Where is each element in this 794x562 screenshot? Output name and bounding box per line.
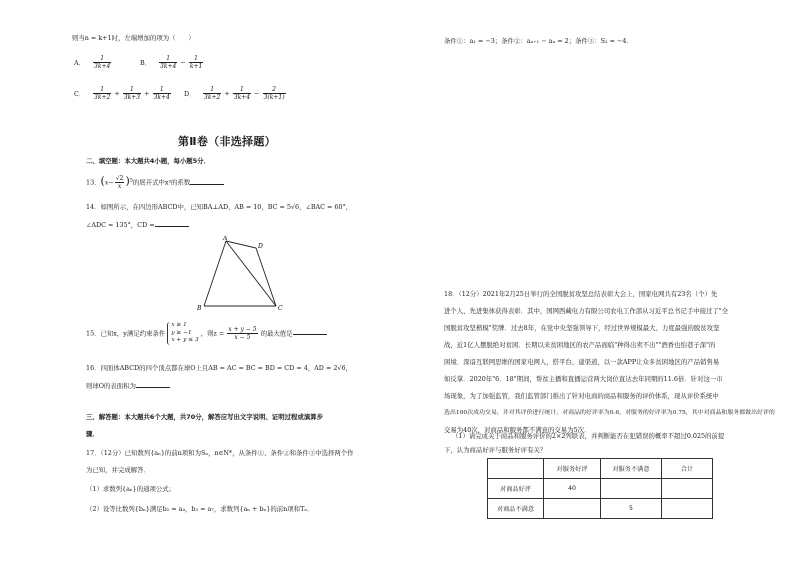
q17-line1: 17．（12分）已知数列{aₙ}的前n项和为Sₙ，n∈N*，从条件①、条件②和条件③中选择两个作 xyxy=(86,449,354,457)
table-cell: 对商品不满意 xyxy=(488,499,544,519)
q15-constraints: x ≥ 1 y ≥ −1 x + y ≤ 3 xyxy=(167,322,198,345)
label-d: D xyxy=(258,243,263,250)
q17-conditions: 条件①：a₁ = −3；条件②：aₙ₊₁ − aₙ = 2；条件③：S₂ = −4． xyxy=(444,37,633,45)
option-d-label: D． xyxy=(184,89,196,98)
q17-part1: （1）求数列{aₙ}的通项公式； xyxy=(86,485,176,493)
table-row xyxy=(488,499,713,519)
label-b: B xyxy=(197,305,202,312)
section2-heading: 二、填空题：本大题共4小题，每小题5分． xyxy=(86,157,210,165)
q18-line: 进个人、先进集体获得表彰．其中，国网西藏电力有限公司农电工作部从习近平总书记手中接过了"全 xyxy=(444,307,729,315)
option-a[interactable] xyxy=(74,55,112,70)
edge-ab xyxy=(204,241,226,306)
table-header-cell: 合计 xyxy=(662,459,713,479)
label-a: A xyxy=(223,236,228,242)
edge-ac xyxy=(226,241,276,306)
table-header-row xyxy=(488,459,713,479)
q15-answer-blank[interactable] xyxy=(293,328,327,335)
q18-line: 场现象，为了加强监管，我们监管部门推出了针对电商的商品和服务的评价体系，现从评价系统中 xyxy=(444,392,719,400)
q16-line2: 则球O的表面积为 xyxy=(86,381,170,390)
q14-line2: ∠ADC = 135°，CD = xyxy=(86,220,189,229)
option-a-frac: $\frac{1}{3k+4}$ xyxy=(94,55,111,70)
edge-dc xyxy=(256,248,276,306)
q18-line: 国脱贫攻坚楷模"奖牌．过去8年，在党中央坚强领导下，经过世界规模最大、力度最强的脱贫攻坚 xyxy=(444,324,720,332)
table-cell: 对商品好评 xyxy=(488,479,544,499)
q18-part1-line1: （1）请完成关于商品和服务评价的2×2列联表，并判断能否在犯错误的概率不超过0.025的前提 xyxy=(452,432,725,440)
q14-answer-blank[interactable] xyxy=(155,220,189,227)
volume-title: 第Ⅱ卷（非选择题） xyxy=(178,135,276,148)
q12-intro: 则当n = k+1时，左端增加的项为（ ） xyxy=(72,34,195,42)
option-b-label: B． xyxy=(140,58,152,67)
option-c[interactable]: C． $\frac{1}{3k+2}$ + $\frac{1}{3k+3}$ + $\frac{1}{3k+4}$ xyxy=(74,86,170,101)
q13-answer-blank[interactable] xyxy=(190,178,224,185)
q14-line1: 14．如图所示，在四边形ABCD中，已知BA⊥AD，AB = 10，BC = 5√6，∠BAC = 60°， xyxy=(86,203,353,211)
table-header-cell: 对服务好评 xyxy=(544,459,601,479)
section3-heading-line2: 骤． xyxy=(86,430,99,438)
q16-answer-blank[interactable] xyxy=(136,381,170,388)
q18-line: 如反掌．2020年"6．18"期间，帮贫主播和直播运营两大岗位直达去年同期的11.6倍．针对这一市 xyxy=(444,375,723,383)
table-cell: 40 xyxy=(544,479,601,499)
table-cell[interactable] xyxy=(601,479,662,499)
table-row xyxy=(488,479,713,499)
q18-line: 战，近1亿人摆脱绝对贫困．长期以来贫困地区的农产品面临"种得出卖不出""酒香也怕巷子深"的 xyxy=(444,341,716,349)
table-cell[interactable] xyxy=(662,499,713,519)
section3-heading-line1: 三、解答题：本大题共6个大题，共70分，解答应写出文字说明、证明过程或演算步 xyxy=(86,413,324,421)
table-cell: 5 xyxy=(601,499,662,519)
q15: 15．已知x，y满足约束条件 x ≥ 1 y ≥ −1 x + y ≤ 3 ，则z = $\frac{x + y - 5}{x - 5}$ 的最大值是 xyxy=(86,322,327,345)
q18-part1-line2: 下，认为商品好评与服务好评有关？ xyxy=(444,446,547,454)
q18-line: 困境．深谙互联网思维的国家电网人，搭平台、建渠道，以一款APP让众多贫困地区的产品销售易 xyxy=(444,358,720,366)
q18-line: 18．（12分）2021年2月25日举行的全国脱贫攻坚总结表彰大会上，国家电网共有23名（个）先 xyxy=(444,290,718,298)
table-header-cell: 对服务不满意 xyxy=(601,459,662,479)
table-header-cell xyxy=(488,459,544,479)
contingency-table xyxy=(487,458,713,519)
q17-line2: 为已知，并完成解答． xyxy=(86,466,150,474)
option-c-label: C． xyxy=(74,89,86,98)
q18-paragraph xyxy=(444,290,775,434)
option-a-label: A． xyxy=(74,58,86,67)
quadrilateral-figure xyxy=(196,236,286,316)
table-cell[interactable] xyxy=(662,479,713,499)
option-d[interactable]: D． $\frac{1}{3k+2}$ + $\frac{1}{3k+4}$ − $\frac{2}{3(k+1)}$ xyxy=(184,86,285,101)
option-b[interactable]: B． $\frac{1}{3k+4}$ − $\frac{1}{k+1}$ xyxy=(140,55,203,70)
table-cell[interactable] xyxy=(544,499,601,519)
q18-line: 选出100次成功交易，并对其评价进行统计，对商品的好评率为0.6，对服务的好评率为0.75，其中对商品和服务都做出好评的 xyxy=(444,409,775,416)
q18-line: 交易为40次，对商品和服务都不满意的交易为5次． xyxy=(444,426,591,434)
q13: 13．(x− $\frac{√2}{x}$ )$^5$的展开式中x³的系数 xyxy=(86,175,224,190)
q17-part2: （2）设等比数列{bₙ}满足b₂ = a₄，b₃ = a₇，求数列{aₙ + bₙ}的前n项和Tₙ． xyxy=(86,505,314,513)
q16-line1: 16．四面体ABCD的四个顶点都在球O上且AB = AC = BC = BD = CD = 4，AD = 2√6， xyxy=(86,364,352,372)
label-c: C xyxy=(278,305,283,312)
